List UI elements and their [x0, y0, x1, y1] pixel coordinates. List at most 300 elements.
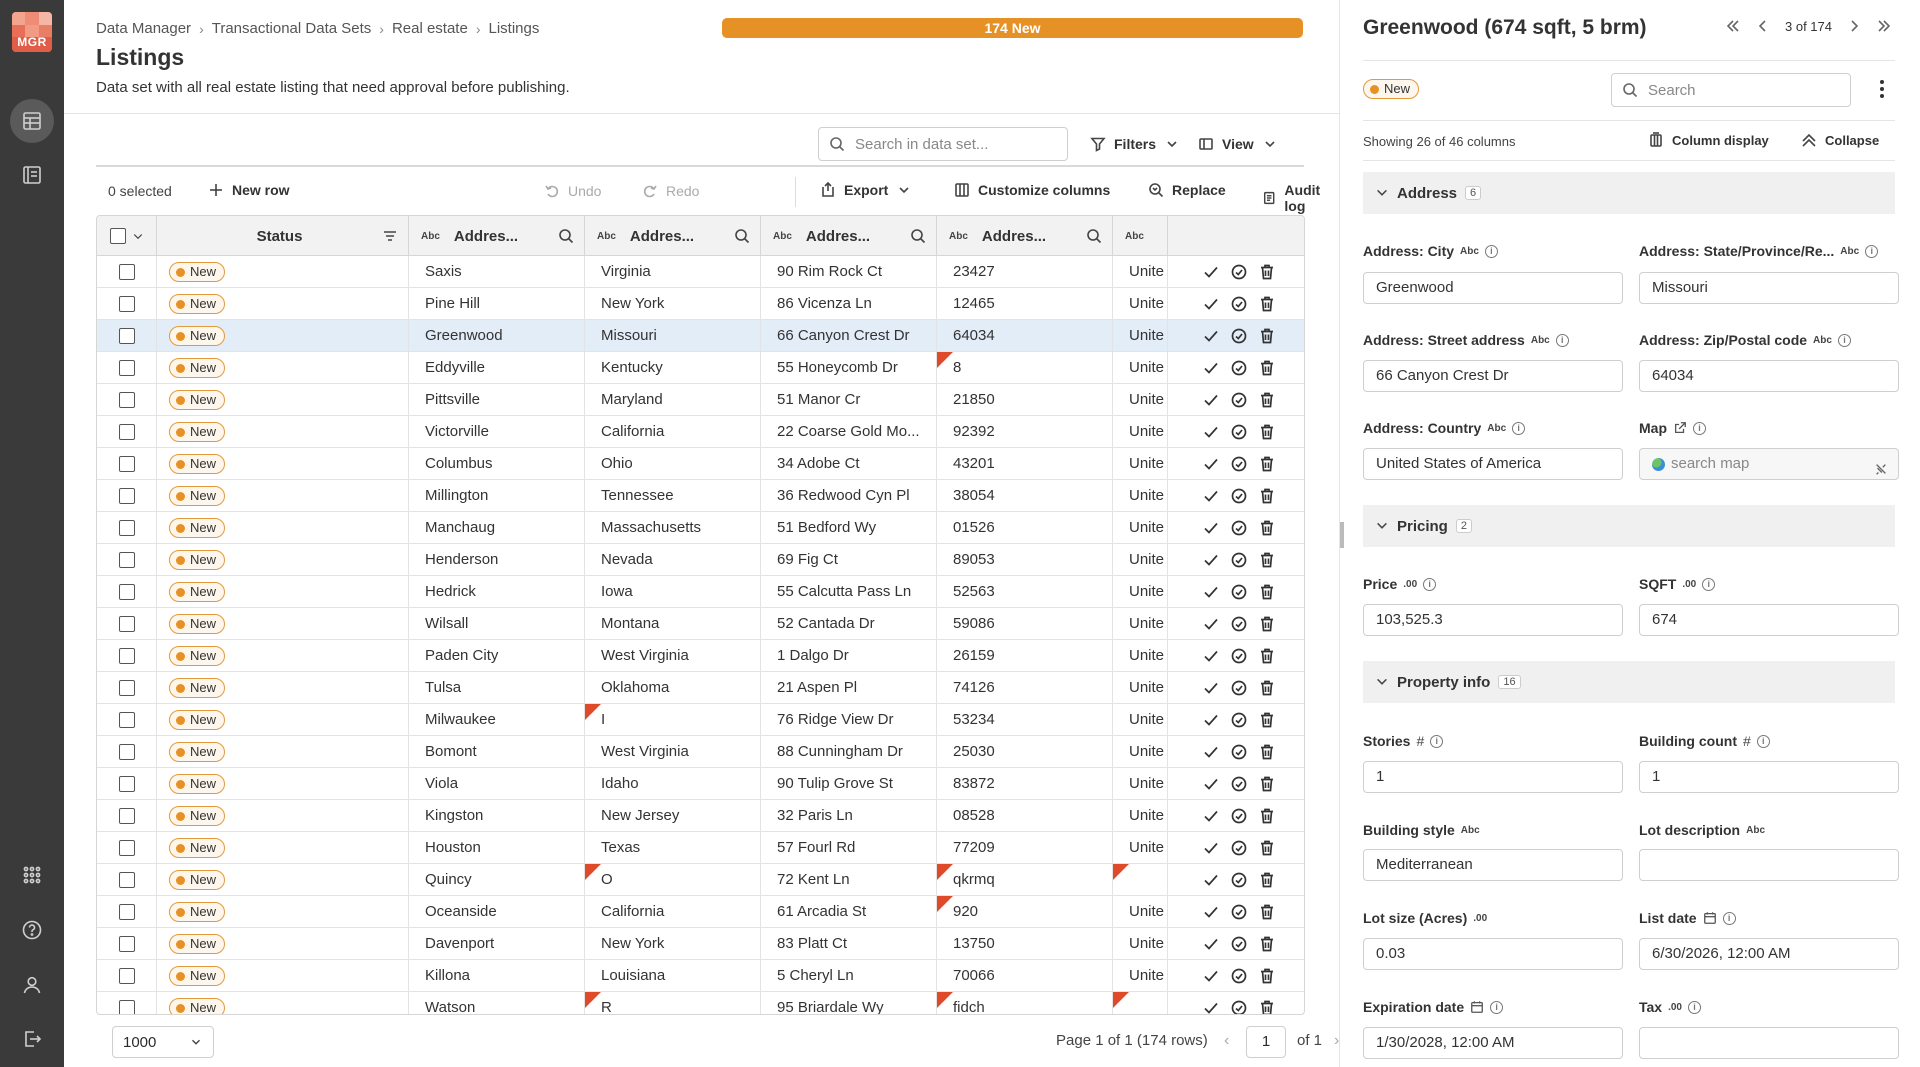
- street-cell[interactable]: 55 Honeycomb Dr: [761, 352, 937, 384]
- state-cell[interactable]: Maryland: [585, 384, 761, 416]
- export-button[interactable]: [820, 182, 912, 198]
- info-icon[interactable]: i: [1757, 735, 1770, 748]
- city-cell[interactable]: Victorville: [409, 416, 585, 448]
- zip-field[interactable]: 64034: [1639, 360, 1899, 392]
- street-cell[interactable]: 55 Calcutta Pass Ln: [761, 576, 937, 608]
- select-all-checkbox[interactable]: [110, 228, 126, 244]
- info-icon[interactable]: i: [1512, 422, 1525, 435]
- state-cell[interactable]: Kentucky: [585, 352, 761, 384]
- zip-cell[interactable]: 74126: [937, 672, 1113, 704]
- circle-check-icon[interactable]: [1230, 615, 1248, 633]
- state-column-header[interactable]: [585, 216, 761, 256]
- circle-check-icon[interactable]: [1230, 935, 1248, 953]
- info-icon[interactable]: i: [1430, 735, 1443, 748]
- validation-error-flag[interactable]: [937, 992, 953, 1008]
- audit-log-button[interactable]: [1262, 182, 1339, 214]
- approve-check-icon[interactable]: [1202, 487, 1220, 505]
- city-cell[interactable]: Hedrick: [409, 576, 585, 608]
- zip-cell[interactable]: 43201: [937, 448, 1113, 480]
- state-cell[interactable]: Iowa: [585, 576, 761, 608]
- price-field[interactable]: 103,525.3: [1363, 604, 1623, 636]
- row-checkbox[interactable]: [119, 488, 135, 504]
- country-cell[interactable]: Unite: [1113, 640, 1168, 672]
- zip-cell[interactable]: 21850: [937, 384, 1113, 416]
- state-cell[interactable]: West Virginia: [585, 640, 761, 672]
- zip-cell[interactable]: 12465: [937, 288, 1113, 320]
- info-icon[interactable]: i: [1556, 334, 1569, 347]
- table-row[interactable]: [97, 640, 1305, 672]
- status-cell[interactable]: [157, 736, 409, 768]
- circle-check-icon[interactable]: [1230, 647, 1248, 665]
- status-cell[interactable]: [157, 672, 409, 704]
- map-search-field[interactable]: [1639, 448, 1899, 480]
- city-cell[interactable]: Henderson: [409, 544, 585, 576]
- city-column-header[interactable]: [409, 216, 585, 256]
- status-cell[interactable]: [157, 640, 409, 672]
- status-cell[interactable]: [157, 896, 409, 928]
- city-cell[interactable]: Eddyville: [409, 352, 585, 384]
- customize-columns-button[interactable]: [954, 182, 1110, 198]
- city-cell[interactable]: Tulsa: [409, 672, 585, 704]
- street-cell[interactable]: 52 Cantada Dr: [761, 608, 937, 640]
- approve-check-icon[interactable]: [1202, 359, 1220, 377]
- zip-cell[interactable]: 08528: [937, 800, 1113, 832]
- approve-check-icon[interactable]: [1202, 839, 1220, 857]
- street-cell[interactable]: 72 Kent Ln: [761, 864, 937, 896]
- circle-check-icon[interactable]: [1230, 999, 1248, 1015]
- street-column-header[interactable]: [761, 216, 937, 256]
- zip-cell[interactable]: 89053: [937, 544, 1113, 576]
- state-cell[interactable]: Tennessee: [585, 480, 761, 512]
- state-field[interactable]: Missouri: [1639, 272, 1899, 304]
- breadcrumb-item[interactable]: Real estate: [391, 20, 468, 37]
- table-row[interactable]: [97, 480, 1305, 512]
- street-cell[interactable]: 86 Vicenza Ln: [761, 288, 937, 320]
- city-cell[interactable]: Pittsville: [409, 384, 585, 416]
- country-field[interactable]: United States of America: [1363, 448, 1623, 480]
- circle-check-icon[interactable]: [1230, 551, 1248, 569]
- status-cell[interactable]: [157, 512, 409, 544]
- row-checkbox[interactable]: [119, 680, 135, 696]
- city-cell[interactable]: Viola: [409, 768, 585, 800]
- state-cell[interactable]: Virginia: [585, 256, 761, 288]
- state-cell[interactable]: Nevada: [585, 544, 761, 576]
- status-column-header[interactable]: [157, 216, 409, 256]
- approve-check-icon[interactable]: [1202, 327, 1220, 345]
- circle-check-icon[interactable]: [1230, 519, 1248, 537]
- status-cell[interactable]: [157, 416, 409, 448]
- country-cell[interactable]: [1113, 864, 1168, 896]
- delete-trash-icon[interactable]: [1258, 423, 1276, 441]
- zip-cell[interactable]: 70066: [937, 960, 1113, 992]
- country-cell[interactable]: Unite: [1113, 256, 1168, 288]
- street-cell[interactable]: 51 Manor Cr: [761, 384, 937, 416]
- pricing-section-header[interactable]: [1363, 505, 1895, 547]
- city-cell[interactable]: Pine Hill: [409, 288, 585, 320]
- delete-trash-icon[interactable]: [1258, 455, 1276, 473]
- new-row-button[interactable]: [208, 182, 290, 198]
- approve-check-icon[interactable]: [1202, 551, 1220, 569]
- delete-trash-icon[interactable]: [1258, 327, 1276, 345]
- delete-trash-icon[interactable]: [1258, 551, 1276, 569]
- circle-check-icon[interactable]: [1230, 455, 1248, 473]
- state-cell[interactable]: New York: [585, 288, 761, 320]
- zip-cell[interactable]: 920: [937, 896, 1113, 928]
- circle-check-icon[interactable]: [1230, 295, 1248, 313]
- validation-error-flag[interactable]: [585, 704, 601, 720]
- city-cell[interactable]: Milwaukee: [409, 704, 585, 736]
- circle-check-icon[interactable]: [1230, 903, 1248, 921]
- info-icon[interactable]: i: [1865, 245, 1878, 258]
- info-icon[interactable]: i: [1838, 334, 1851, 347]
- street-cell[interactable]: 34 Adobe Ct: [761, 448, 937, 480]
- delete-trash-icon[interactable]: [1258, 999, 1276, 1015]
- street-cell[interactable]: 90 Tulip Grove St: [761, 768, 937, 800]
- country-cell[interactable]: Unite: [1113, 288, 1168, 320]
- row-checkbox[interactable]: [119, 776, 135, 792]
- table-row[interactable]: [97, 928, 1305, 960]
- country-cell[interactable]: Unite: [1113, 544, 1168, 576]
- circle-check-icon[interactable]: [1230, 967, 1248, 985]
- country-cell[interactable]: Unite: [1113, 768, 1168, 800]
- circle-check-icon[interactable]: [1230, 679, 1248, 697]
- stories-field[interactable]: 1: [1363, 761, 1623, 793]
- delete-trash-icon[interactable]: [1258, 967, 1276, 985]
- collapse-button[interactable]: [1801, 132, 1879, 148]
- city-cell[interactable]: Greenwood: [409, 320, 585, 352]
- last-record-icon[interactable]: [1876, 18, 1892, 34]
- approve-check-icon[interactable]: [1202, 391, 1220, 409]
- street-cell[interactable]: 21 Aspen Pl: [761, 672, 937, 704]
- city-cell[interactable]: Quincy: [409, 864, 585, 896]
- status-cell[interactable]: [157, 608, 409, 640]
- list-date-field[interactable]: 6/30/2026, 12:00 AM: [1639, 938, 1899, 970]
- delete-trash-icon[interactable]: [1258, 839, 1276, 857]
- zip-cell[interactable]: 8: [937, 352, 1113, 384]
- street-cell[interactable]: 95 Briardale Wy: [761, 992, 937, 1015]
- column-display-button[interactable]: [1648, 132, 1769, 148]
- table-row[interactable]: [97, 512, 1305, 544]
- delete-trash-icon[interactable]: [1258, 743, 1276, 761]
- info-icon[interactable]: i: [1693, 422, 1706, 435]
- approve-check-icon[interactable]: [1202, 263, 1220, 281]
- city-cell[interactable]: Bomont: [409, 736, 585, 768]
- tax-field[interactable]: [1639, 1027, 1899, 1059]
- external-link-icon[interactable]: [1673, 421, 1687, 435]
- state-cell[interactable]: I: [585, 704, 761, 736]
- filters-button[interactable]: [1090, 136, 1180, 152]
- city-cell[interactable]: Paden City: [409, 640, 585, 672]
- approve-check-icon[interactable]: [1202, 519, 1220, 537]
- validation-error-flag[interactable]: [937, 896, 953, 912]
- status-cell[interactable]: [157, 768, 409, 800]
- circle-check-icon[interactable]: [1230, 487, 1248, 505]
- chevron-down-icon[interactable]: [132, 230, 144, 242]
- status-cell[interactable]: [157, 480, 409, 512]
- row-checkbox[interactable]: [119, 712, 135, 728]
- row-checkbox[interactable]: [119, 392, 135, 408]
- apps-nav-button[interactable]: [10, 853, 54, 897]
- state-cell[interactable]: California: [585, 416, 761, 448]
- row-checkbox[interactable]: [119, 744, 135, 760]
- table-row[interactable]: [97, 352, 1305, 384]
- country-cell[interactable]: Unite: [1113, 448, 1168, 480]
- search-icon[interactable]: [910, 228, 926, 244]
- delete-trash-icon[interactable]: [1258, 391, 1276, 409]
- approve-check-icon[interactable]: [1202, 807, 1220, 825]
- table-row[interactable]: [97, 672, 1305, 704]
- search-icon[interactable]: [1086, 228, 1102, 244]
- info-icon[interactable]: i: [1490, 1001, 1503, 1014]
- row-checkbox[interactable]: [119, 904, 135, 920]
- zip-cell[interactable]: 38054: [937, 480, 1113, 512]
- zip-cell[interactable]: 59086: [937, 608, 1113, 640]
- state-cell[interactable]: R: [585, 992, 761, 1015]
- status-cell[interactable]: [157, 960, 409, 992]
- row-checkbox[interactable]: [119, 520, 135, 536]
- approve-check-icon[interactable]: [1202, 711, 1220, 729]
- approve-check-icon[interactable]: [1202, 295, 1220, 313]
- status-cell[interactable]: [157, 544, 409, 576]
- lot-description-field[interactable]: [1639, 849, 1899, 881]
- zip-cell[interactable]: 52563: [937, 576, 1113, 608]
- row-checkbox[interactable]: [119, 968, 135, 984]
- delete-trash-icon[interactable]: [1258, 775, 1276, 793]
- building-count-field[interactable]: 1: [1639, 761, 1899, 793]
- status-cell[interactable]: [157, 448, 409, 480]
- country-cell[interactable]: Unite: [1113, 928, 1168, 960]
- table-row[interactable]: [97, 288, 1305, 320]
- undo-button[interactable]: [544, 183, 601, 199]
- table-row[interactable]: [97, 992, 1305, 1015]
- info-icon[interactable]: i: [1702, 578, 1715, 591]
- table-row[interactable]: [97, 576, 1305, 608]
- city-cell[interactable]: Oceanside: [409, 896, 585, 928]
- data-grid-nav-button[interactable]: [10, 99, 54, 143]
- circle-check-icon[interactable]: [1230, 743, 1248, 761]
- zip-cell[interactable]: qkrmq: [937, 864, 1113, 896]
- approve-check-icon[interactable]: [1202, 999, 1220, 1015]
- more-options-icon[interactable]: [1880, 80, 1884, 101]
- circle-check-icon[interactable]: [1230, 711, 1248, 729]
- street-cell[interactable]: 90 Rim Rock Ct: [761, 256, 937, 288]
- city-cell[interactable]: Killona: [409, 960, 585, 992]
- search-icon[interactable]: [734, 228, 750, 244]
- record-status-badge[interactable]: [1363, 79, 1419, 99]
- approve-check-icon[interactable]: [1202, 743, 1220, 761]
- filter-lines-icon[interactable]: [382, 228, 398, 244]
- help-nav-button[interactable]: [10, 908, 54, 952]
- zip-cell[interactable]: 01526: [937, 512, 1113, 544]
- table-row[interactable]: [97, 320, 1305, 352]
- approve-check-icon[interactable]: [1202, 871, 1220, 889]
- country-cell[interactable]: Unite: [1113, 832, 1168, 864]
- street-cell[interactable]: 83 Platt Ct: [761, 928, 937, 960]
- country-cell[interactable]: Unite: [1113, 704, 1168, 736]
- validation-error-flag[interactable]: [937, 352, 953, 368]
- info-icon[interactable]: i: [1688, 1001, 1701, 1014]
- building-style-field[interactable]: Mediterranean: [1363, 849, 1623, 881]
- delete-trash-icon[interactable]: [1258, 903, 1276, 921]
- circle-check-icon[interactable]: [1230, 775, 1248, 793]
- new-records-banner[interactable]: 174 New: [722, 18, 1303, 38]
- state-cell[interactable]: Idaho: [585, 768, 761, 800]
- street-cell[interactable]: 69 Fig Ct: [761, 544, 937, 576]
- city-field[interactable]: Greenwood: [1363, 272, 1623, 304]
- zip-cell[interactable]: 77209: [937, 832, 1113, 864]
- circle-check-icon[interactable]: [1230, 263, 1248, 281]
- next-record-icon[interactable]: [1846, 18, 1862, 34]
- state-cell[interactable]: Missouri: [585, 320, 761, 352]
- delete-trash-icon[interactable]: [1258, 519, 1276, 537]
- table-row[interactable]: [97, 448, 1305, 480]
- state-cell[interactable]: Massachusetts: [585, 512, 761, 544]
- status-cell[interactable]: [157, 576, 409, 608]
- panel-search-input[interactable]: [1611, 73, 1851, 107]
- table-row[interactable]: [97, 544, 1305, 576]
- status-cell[interactable]: [157, 384, 409, 416]
- status-cell[interactable]: [157, 704, 409, 736]
- validation-error-flag[interactable]: [1113, 992, 1129, 1008]
- status-cell[interactable]: [157, 352, 409, 384]
- state-cell[interactable]: West Virginia: [585, 736, 761, 768]
- state-cell[interactable]: Oklahoma: [585, 672, 761, 704]
- row-checkbox[interactable]: [119, 360, 135, 376]
- search-icon[interactable]: [558, 228, 574, 244]
- country-cell[interactable]: Unite: [1113, 576, 1168, 608]
- state-cell[interactable]: California: [585, 896, 761, 928]
- approve-check-icon[interactable]: [1202, 775, 1220, 793]
- approve-check-icon[interactable]: [1202, 615, 1220, 633]
- country-cell[interactable]: Unite: [1113, 416, 1168, 448]
- status-cell[interactable]: [157, 864, 409, 896]
- table-row[interactable]: [97, 384, 1305, 416]
- dataset-search-input[interactable]: [818, 127, 1068, 161]
- validation-error-flag[interactable]: [585, 864, 601, 880]
- country-cell[interactable]: Unite: [1113, 896, 1168, 928]
- zip-cell[interactable]: 64034: [937, 320, 1113, 352]
- city-cell[interactable]: Saxis: [409, 256, 585, 288]
- row-checkbox[interactable]: [119, 936, 135, 952]
- zip-cell[interactable]: 53234: [937, 704, 1113, 736]
- reports-nav-button[interactable]: [10, 153, 54, 197]
- table-row[interactable]: [97, 832, 1305, 864]
- table-row[interactable]: [97, 608, 1305, 640]
- city-cell[interactable]: Wilsall: [409, 608, 585, 640]
- circle-check-icon[interactable]: [1230, 327, 1248, 345]
- street-cell[interactable]: 36 Redwood Cyn Pl: [761, 480, 937, 512]
- street-cell[interactable]: 88 Cunningham Dr: [761, 736, 937, 768]
- circle-check-icon[interactable]: [1230, 423, 1248, 441]
- page-number-input[interactable]: 1: [1246, 1026, 1286, 1058]
- street-cell[interactable]: 76 Ridge View Dr: [761, 704, 937, 736]
- zip-cell[interactable]: 25030: [937, 736, 1113, 768]
- street-cell[interactable]: 1 Dalgo Dr: [761, 640, 937, 672]
- street-cell[interactable]: 5 Cheryl Ln: [761, 960, 937, 992]
- approve-check-icon[interactable]: [1202, 935, 1220, 953]
- circle-check-icon[interactable]: [1230, 807, 1248, 825]
- country-cell[interactable]: Unite: [1113, 800, 1168, 832]
- validation-error-flag[interactable]: [937, 864, 953, 880]
- validation-error-flag[interactable]: [1113, 864, 1129, 880]
- street-cell[interactable]: 61 Arcadia St: [761, 896, 937, 928]
- country-cell[interactable]: Unite: [1113, 672, 1168, 704]
- state-cell[interactable]: Louisiana: [585, 960, 761, 992]
- country-cell[interactable]: Unite: [1113, 736, 1168, 768]
- row-checkbox[interactable]: [119, 616, 135, 632]
- row-checkbox[interactable]: [119, 296, 135, 312]
- country-cell[interactable]: Unite: [1113, 480, 1168, 512]
- delete-trash-icon[interactable]: [1258, 583, 1276, 601]
- map-clear-icon[interactable]: [1874, 457, 1888, 480]
- breadcrumb-item[interactable]: Transactional Data Sets: [211, 20, 372, 37]
- street-cell[interactable]: 66 Canyon Crest Dr: [761, 320, 937, 352]
- country-column-header[interactable]: [1113, 216, 1168, 256]
- delete-trash-icon[interactable]: [1258, 359, 1276, 377]
- city-cell[interactable]: Davenport: [409, 928, 585, 960]
- circle-check-icon[interactable]: [1230, 359, 1248, 377]
- expiration-date-field[interactable]: 1/30/2028, 12:00 AM: [1363, 1027, 1623, 1059]
- status-cell[interactable]: [157, 832, 409, 864]
- zip-column-header[interactable]: [937, 216, 1113, 256]
- zip-cell[interactable]: fidch: [937, 992, 1113, 1015]
- info-icon[interactable]: i: [1723, 912, 1736, 925]
- zip-cell[interactable]: 92392: [937, 416, 1113, 448]
- circle-check-icon[interactable]: [1230, 839, 1248, 857]
- state-cell[interactable]: New Jersey: [585, 800, 761, 832]
- state-cell[interactable]: New York: [585, 928, 761, 960]
- logout-nav-button[interactable]: [10, 1017, 54, 1061]
- zip-cell[interactable]: 26159: [937, 640, 1113, 672]
- approve-check-icon[interactable]: [1202, 967, 1220, 985]
- delete-trash-icon[interactable]: [1258, 263, 1276, 281]
- page-size-select[interactable]: [112, 1026, 214, 1058]
- country-cell[interactable]: Unite: [1113, 512, 1168, 544]
- table-row[interactable]: [97, 864, 1305, 896]
- row-checkbox[interactable]: [119, 808, 135, 824]
- approve-check-icon[interactable]: [1202, 647, 1220, 665]
- delete-trash-icon[interactable]: [1258, 871, 1276, 889]
- row-checkbox[interactable]: [119, 840, 135, 856]
- first-record-icon[interactable]: [1725, 18, 1741, 34]
- status-cell[interactable]: [157, 288, 409, 320]
- replace-button[interactable]: [1148, 182, 1226, 198]
- city-cell[interactable]: Manchaug: [409, 512, 585, 544]
- delete-trash-icon[interactable]: [1258, 295, 1276, 313]
- profile-nav-button[interactable]: [10, 963, 54, 1007]
- street-field[interactable]: 66 Canyon Crest Dr: [1363, 360, 1623, 392]
- approve-check-icon[interactable]: [1202, 679, 1220, 697]
- table-row[interactable]: [97, 800, 1305, 832]
- city-cell[interactable]: Watson: [409, 992, 585, 1015]
- breadcrumb-item[interactable]: Listings: [488, 20, 540, 37]
- drag-handle-icon[interactable]: [1340, 522, 1344, 548]
- table-row[interactable]: [97, 256, 1305, 288]
- status-cell[interactable]: [157, 992, 409, 1015]
- street-cell[interactable]: 22 Coarse Gold Mo...: [761, 416, 937, 448]
- redo-button[interactable]: [642, 183, 699, 199]
- next-page-button[interactable]: ›: [1334, 1032, 1340, 1049]
- state-cell[interactable]: O: [585, 864, 761, 896]
- country-cell[interactable]: Unite: [1113, 352, 1168, 384]
- delete-trash-icon[interactable]: [1258, 647, 1276, 665]
- approve-check-icon[interactable]: [1202, 903, 1220, 921]
- street-cell[interactable]: 32 Paris Ln: [761, 800, 937, 832]
- city-cell[interactable]: Houston: [409, 832, 585, 864]
- circle-check-icon[interactable]: [1230, 391, 1248, 409]
- row-checkbox[interactable]: [119, 584, 135, 600]
- country-cell[interactable]: Unite: [1113, 960, 1168, 992]
